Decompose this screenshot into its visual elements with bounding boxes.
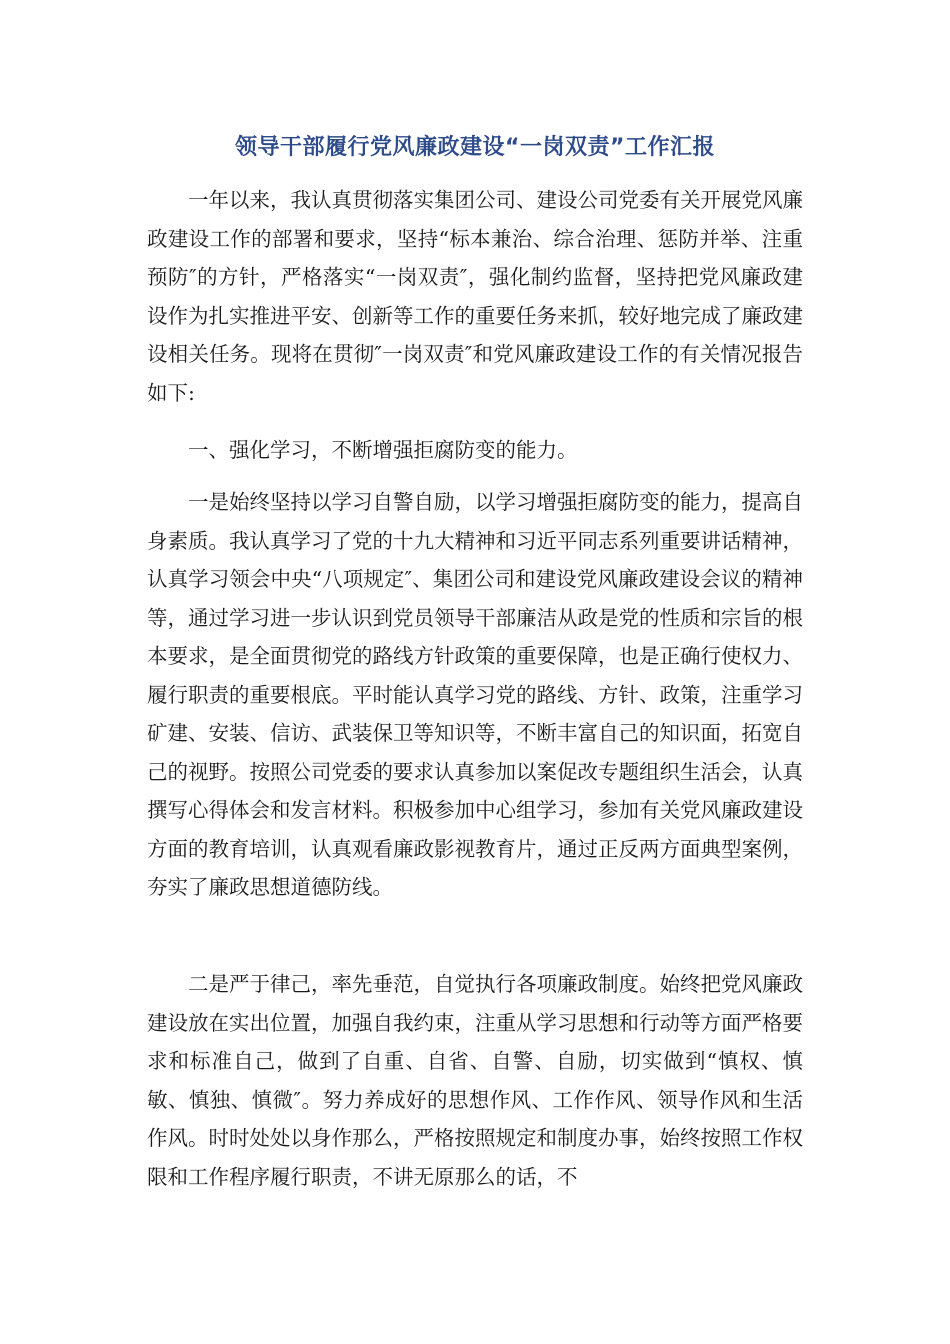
paragraph-discipline: 二是严于律己，率先垂范，自觉执行各项廉政制度。始终把党风廉政建设放在实出位置，加强自我约束，注重从学习思想和行动等方面严格要求和标准自己，做到了自重、自省、自警、自励，切实做到“慎权、慎敏、慎独、慎微″。努力养成好的思想作风、工作作风、领导作风和生活作风。时时处处以身作那么，严格按照规定和制度办事，始终按照工作权限和工作程序履行职责，不讲无原那么的话，不	[147, 972, 803, 1189]
document-title: 领导干部履行党风廉政建设“一岗双责”工作汇报	[235, 135, 715, 160]
paragraph-study: 一是始终坚持以学习自警自励，以学习增强拒腐防变的能力，提高自身素质。我认真学习了党的十九大精神和习近平同志系列重要讲话精神，认真学习领会中央“八项规定″、集团公司和建设党风廉政建设会议的精神等，通过学习进一步认识到党员领导干部廉洁从政是党的性质和宗旨的根本要求，是全面贯彻党的路线方针政策的重要保障，也是正确行使权力、履行职责的重要根底。平时能认真学习党的路线、方针、政策，注重学习矿建、安装、信访、武装保卫等知识等，不断丰富自己的知识面，拓宽自己的视野。按照公司党委的要求认真参加以案促改专题组织生活会，认真撰写心得体会和发言材料。积极参加中心组学习，参加有关党风廉政建设方面的教育培训，认真观看廉政影视教育片，通过正反两方面典型案例，夯实了廉政思想道德防线。	[147, 490, 803, 899]
paragraph-intro: 一年以来，我认真贯彻落实集团公司、建设公司党委有关开展党风廉政建设工作的部署和要求，坚持“标本兼治、综合治理、惩防并举、注重预防″的方针，严格落实“一岗双责″，强化制约监督，坚持把党风廉政建设作为扎实推进平安、创新等工作的重要任务来抓，较好地完成了廉政建设相关任务。现将在贯彻″一岗双责″和党风廉政建设工作的有关情况报告如下:	[147, 188, 803, 405]
section-heading-1: 一、强化学习，不断增强拒腐防变的能力。	[188, 438, 578, 462]
